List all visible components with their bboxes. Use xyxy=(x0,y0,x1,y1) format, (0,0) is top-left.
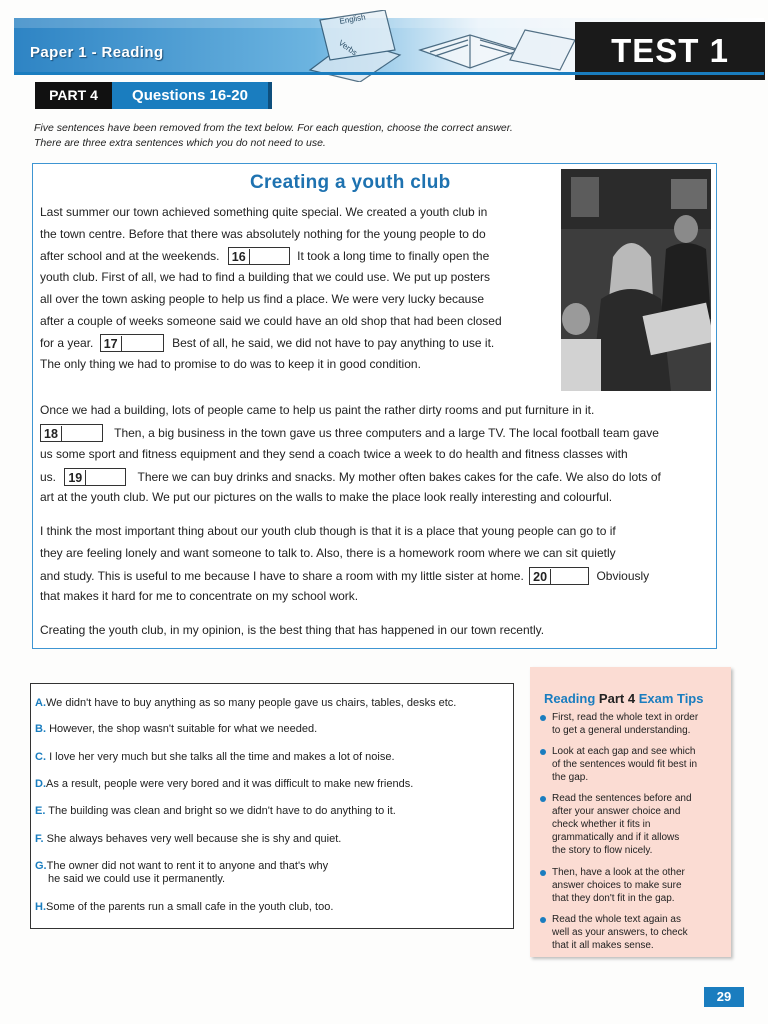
option-text: he said we could use it permanently. xyxy=(48,873,226,885)
bullet-icon xyxy=(540,917,546,923)
option-text: The building was clean and bright so we didn't have to do anything to it. xyxy=(48,805,396,817)
article-title: Creating a youth club xyxy=(250,172,451,193)
option-a[interactable] xyxy=(35,697,456,710)
text-segment: and study. This is useful to me because I have to share a room with my little sister at home. xyxy=(40,569,524,584)
paper-title: Paper 1 - Reading xyxy=(30,44,164,61)
option-letter: E. xyxy=(35,805,46,817)
gap-number: 17 xyxy=(101,336,122,352)
tips-title-part: Part 4 xyxy=(598,691,636,706)
article-line: art at the youth club. We put our pictures on the walls to make the place look really interesting and colourful. xyxy=(40,490,613,504)
bullet-icon xyxy=(540,715,546,721)
tip-line: the story to flow nicely. xyxy=(552,845,653,856)
text-segment: It took a long time to finally open the xyxy=(297,249,490,264)
text-segment: for a year. xyxy=(40,336,94,351)
gap-19-box[interactable] xyxy=(64,468,126,486)
exam-tips-title xyxy=(544,691,703,706)
tip-line: answer choices to make sure xyxy=(552,880,682,891)
option-text: She always behaves very well because she is shy and quiet. xyxy=(46,833,342,845)
article-line xyxy=(40,335,494,353)
tip-line: Then, have a look at the other xyxy=(552,867,685,878)
tip-line: that it all makes sense. xyxy=(552,940,654,951)
questions-label: Questions 16-20 xyxy=(112,82,272,109)
option-text: I love her very much but she talks all the time and makes a lot of noise. xyxy=(49,751,395,763)
option-text: Some of the parents run a small cafe in the youth club, too. xyxy=(46,901,334,913)
text-segment: There we can buy drinks and snacks. My mother often bakes cakes for the cafe. We also do lots of xyxy=(137,470,661,485)
page-number: 29 xyxy=(704,987,744,1007)
gap-20-box[interactable] xyxy=(529,567,589,585)
option-h[interactable] xyxy=(35,901,333,914)
tip-line: First, read the whole text in order xyxy=(552,712,699,723)
article-line xyxy=(40,425,659,443)
text-segment: Obviously xyxy=(596,569,650,584)
article-line: The only thing we had to promise to do was to keep it in good condition. xyxy=(40,357,421,371)
article-line: the town centre. Before that there was absolutely nothing for the young people to do xyxy=(40,227,486,241)
tip-line: well as your answers, to check xyxy=(552,927,688,938)
tip-item xyxy=(552,913,688,952)
instruction xyxy=(34,121,634,150)
part-label: PART 4 xyxy=(35,82,112,109)
option-c[interactable] xyxy=(35,751,395,764)
instruction-line-2: There are three extra sentences which you do not need to use. xyxy=(34,136,326,149)
tip-item xyxy=(552,792,692,857)
article-line xyxy=(40,568,649,586)
article-line: Once we had a building, lots of people came to help us paint the rather dirty rooms and put furniture in it. xyxy=(40,403,595,417)
gap-number: 16 xyxy=(229,249,250,265)
gap-18-box[interactable] xyxy=(40,424,103,442)
tips-title-reading: Reading xyxy=(544,691,596,706)
tip-line: to get a general understanding. xyxy=(552,725,691,736)
text-segment: Best of all, he said, we did not have to pay anything to use it. xyxy=(172,336,495,351)
tips-title-exam-tips: Exam Tips xyxy=(638,691,704,706)
option-letter: H. xyxy=(35,901,46,913)
option-f[interactable] xyxy=(35,833,341,846)
tip-line: after your answer choice and xyxy=(552,806,681,817)
option-letter: G. xyxy=(35,860,47,872)
option-text: As a result, people were very bored and it was difficult to make new friends. xyxy=(46,778,414,790)
instruction-line-1: Five sentences have been removed from the text below. For each question, choose the correct answer. xyxy=(34,122,513,134)
tip-line: Read the sentences before and xyxy=(552,793,692,804)
article-line: us some sport and fitness equipment and they send a coach twice a week to do health and fitness classes with xyxy=(40,447,628,461)
article-line: they are feeling lonely and want someone to talk to. Also, there is a homework room where we can sit quietly xyxy=(40,546,616,560)
option-d[interactable] xyxy=(35,778,413,791)
tip-line: Look at each gap and see which xyxy=(552,746,696,757)
bullet-icon xyxy=(540,796,546,802)
option-text: We didn't have to buy anything as so many people gave us chairs, tables, desks etc. xyxy=(46,697,457,709)
art-word-english: English xyxy=(338,12,367,26)
text-segment: us. xyxy=(40,470,57,485)
option-g[interactable] xyxy=(35,860,328,886)
gap-17-box[interactable] xyxy=(100,334,164,352)
option-letter: D. xyxy=(35,778,46,790)
article-line: all over the town asking people to help us find a place. We were very lucky because xyxy=(40,292,485,306)
article-line: I think the most important thing about our youth club though is that it is a place that young people can go to if xyxy=(40,524,616,538)
option-b[interactable] xyxy=(35,723,317,736)
article-line xyxy=(40,469,661,487)
bullet-icon xyxy=(540,870,546,876)
tip-line: that they don't fit in the gap. xyxy=(552,893,675,904)
tip-line: the gap. xyxy=(552,772,589,783)
tip-line: grammatically and if it allows xyxy=(552,832,680,843)
tip-line: of the sentences would fit best in xyxy=(552,759,698,770)
option-e[interactable] xyxy=(35,805,396,818)
bullet-icon xyxy=(540,749,546,755)
option-text: However, the shop wasn't suitable for what we needed. xyxy=(49,723,318,735)
article-line: Last summer our town achieved something quite special. We created a youth club in xyxy=(40,205,488,219)
option-letter: C. xyxy=(35,751,46,763)
article-line: that makes it hard for me to concentrate on my school work. xyxy=(40,589,359,603)
option-letter: A. xyxy=(35,697,46,709)
option-letter: B. xyxy=(35,723,46,735)
option-letter: F. xyxy=(35,833,44,845)
art-word-verbs: Verbs xyxy=(336,38,359,58)
tip-line: Read the whole text again as xyxy=(552,914,681,925)
youth-club-photo xyxy=(561,169,711,391)
article-line xyxy=(40,248,489,266)
option-text: The owner did not want to rent it to anyone and that's why xyxy=(46,860,329,872)
text-segment: after school and at the weekends. xyxy=(40,249,220,264)
header-divider xyxy=(14,72,764,75)
article-line: youth club. First of all, we had to find a building that we could use. We put up posters xyxy=(40,270,491,284)
article-line: after a couple of weeks someone said we could have an old shop that had been closed xyxy=(40,314,502,328)
tip-item xyxy=(552,866,685,905)
test-title: TEST 1 xyxy=(575,22,765,80)
tip-line: check whether it fits in xyxy=(552,819,651,830)
article-line: Creating the youth club, in my opinion, is the best thing that has happened in our town recently. xyxy=(40,623,545,637)
tip-item xyxy=(552,711,698,737)
text-segment: Then, a big business in the town gave us three computers and a large TV. The local football team gave xyxy=(114,426,659,441)
gap-number: 20 xyxy=(530,569,551,585)
gap-number: 18 xyxy=(41,426,62,442)
gap-16-box[interactable] xyxy=(228,247,290,265)
tip-item xyxy=(552,745,697,784)
gap-number: 19 xyxy=(65,470,86,486)
